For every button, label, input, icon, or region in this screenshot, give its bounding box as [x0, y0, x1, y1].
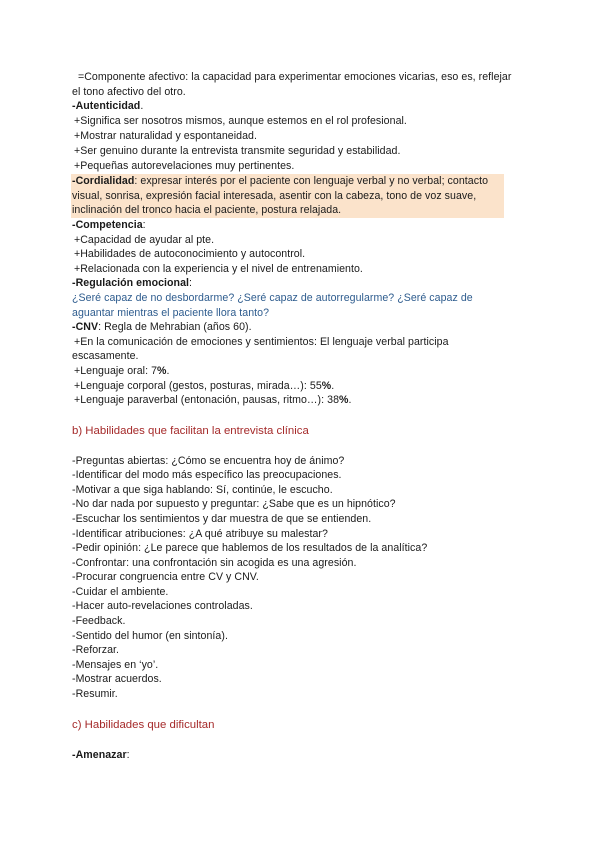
componente-afectivo-line1: =Componente afectivo: la capacidad para experimentar emociones vicarias, eso es, reflejar [78, 71, 512, 83]
list-item: -Sentido del humor (en sintonía). [72, 630, 228, 642]
regulacion-heading [72, 277, 192, 290]
cnv-heading [72, 321, 252, 334]
autenticidad-item: +Mostrar naturalidad y espontaneidad. [74, 130, 257, 142]
list-item: -Confrontar: una confrontación sin acogida es una agresión. [72, 557, 357, 569]
autenticidad-label: -Autenticidad [72, 100, 141, 112]
competencia-punct: : [142, 219, 146, 231]
regulacion-question2: aguantar mientras el paciente llora tanto? [72, 307, 270, 319]
amenazar-heading [72, 749, 130, 762]
list-item: -Reforzar. [72, 644, 120, 656]
list-item: -Hacer auto-revelaciones controladas. [72, 600, 253, 612]
lenguaje-paraverbal [74, 394, 352, 407]
list-item: -Preguntas abiertas: ¿Cómo se encuentra hoy de ánimo? [72, 455, 345, 467]
lenguaje-oral [74, 365, 170, 378]
regulacion-label: -Regulación emocional [72, 277, 190, 289]
cordialidad-line3: inclinación del tronco hacia el paciente, postura relajada. [72, 204, 342, 216]
cordialidad-label: -Cordialidad [72, 175, 135, 187]
competencia-item: +Relacionada con la experiencia y el nivel de entrenamiento. [74, 263, 363, 275]
componente-afectivo-line2: el tono afectivo del otro. [72, 86, 186, 98]
autenticidad-heading [72, 100, 143, 113]
cnv-line1: +En la comunicación de emociones y sentimientos: El lenguaje verbal participa [74, 336, 449, 348]
amenazar-label: -Amenazar [72, 749, 127, 761]
list-item: -Pedir opinión: ¿Le parece que hablemos de los resultados de la analítica? [72, 542, 428, 554]
list-item: -Resumir. [72, 688, 118, 700]
period: . [348, 394, 352, 406]
lenguaje-corporal-text: +Lenguaje corporal (gestos, posturas, mirada…): 55 [74, 380, 322, 392]
cnv-text: : Regla de Mehrabian (años 60). [98, 321, 252, 333]
percent-sign: % [157, 365, 167, 377]
competencia-item: +Habilidades de autoconocimiento y autocontrol. [74, 248, 306, 260]
cordialidad-line1 [72, 175, 488, 188]
list-item: -No dar nada por supuesto y preguntar: ¿Sabe que es un hipnótico? [72, 498, 396, 510]
lenguaje-corporal [74, 380, 334, 393]
list-item: -Procurar congruencia entre CV y CNV. [72, 571, 259, 583]
cnv-label: -CNV [72, 321, 99, 333]
lenguaje-oral-text: +Lenguaje oral: 7 [74, 365, 158, 377]
list-item: -Escuchar los sentimientos y dar muestra de que se entienden. [72, 513, 372, 525]
list-item: -Feedback. [72, 615, 126, 627]
amenazar-punct: : [126, 749, 130, 761]
percent-sign: % [321, 380, 332, 392]
autenticidad-punct: . [140, 100, 144, 112]
competencia-label: -Competencia [72, 219, 143, 231]
regulacion-punct: : [189, 277, 193, 289]
list-item: -Motivar a que siga hablando: Sí, continúe, le escucho. [72, 484, 333, 496]
list-item: -Identificar atribuciones: ¿A qué atribuye su malestar? [72, 528, 328, 540]
autenticidad-item: +Ser genuino durante la entrevista transmite seguridad y estabilidad. [74, 145, 401, 157]
cordialidad-line2: visual, sonrisa, expresión facial interesada, asentir con la cabeza, tono de voz suave, [72, 190, 477, 202]
list-item: -Mostrar acuerdos. [72, 673, 162, 685]
section-c-heading: c) Habilidades que dificultan [72, 719, 215, 731]
regulacion-question1: ¿Seré capaz de no desbordarme? ¿Seré capaz de autorregularme? ¿Seré capaz de [72, 292, 473, 304]
autenticidad-item: +Pequeñas autorevelaciones muy pertinentes. [74, 160, 295, 172]
competencia-item: +Capacidad de ayudar al pte. [74, 234, 215, 246]
list-item: -Cuidar el ambiente. [72, 586, 169, 598]
list-item: -Identificar del modo más específico las preocupaciones. [72, 469, 342, 481]
lenguaje-paraverbal-text: +Lenguaje paraverbal (entonación, pausas, ritmo…): 38 [74, 394, 340, 406]
cnv-line2: escasamente. [72, 350, 139, 362]
autenticidad-item: +Significa ser nosotros mismos, aunque estemos en el rol profesional. [74, 115, 407, 127]
period: . [331, 380, 335, 392]
competencia-heading [72, 219, 146, 232]
cordialidad-text: : expresar interés por el paciente con lenguaje verbal y no verbal; contacto [134, 175, 489, 187]
list-item: -Mensajes en ‘yo’. [72, 659, 159, 671]
percent-sign: % [339, 394, 349, 406]
period: . [166, 365, 170, 377]
section-b-heading: b) Habilidades que facilitan la entrevista clínica [72, 425, 309, 437]
